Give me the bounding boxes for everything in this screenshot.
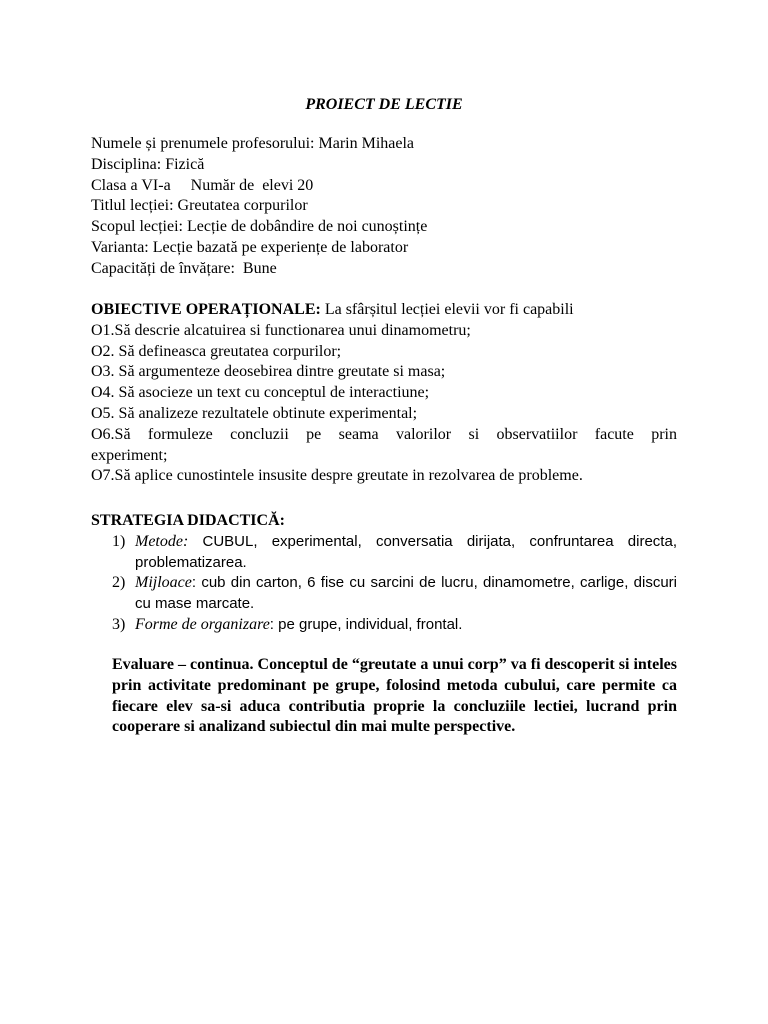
strategy-item-term: Metode: (135, 532, 189, 550)
strategy-item-text: : pe grupe, individual, frontal. (269, 615, 463, 633)
strategy-section (91, 511, 677, 636)
evaluation-paragraph: Evaluare – continua. Conceptul de “greutate a unui corp” va fi descoperit si inteles prin activitate predominant pe grupe, folosind metoda cubului, care permite ca fiecare elev sa-si aduca contributia proprie la concluziile lectiei, lucrand prin cooperare si analizand subiectul din mai multe perspective. (112, 656, 677, 736)
objective-o1: O1.Să descrie alcatuirea si functionarea unui dinamometru; (91, 321, 471, 339)
info-lesson-purpose: Scopul lecției: Lecție de dobândire de noi cunoștințe (91, 218, 428, 236)
objectives-section (91, 300, 677, 487)
strategy-item-organization (91, 615, 677, 636)
strategy-item-term: Forme de organizare (135, 615, 270, 633)
objective-o5: O5. Să analizeze rezultatele obtinute experimental; (91, 404, 418, 422)
objectives-intro: La sfârșitul lecției elevii vor fi capabili (320, 301, 574, 318)
document-title: PROIECT DE LECTIE (305, 96, 463, 113)
info-lesson-variant: Varianta: Lecție bazată pe experiențe de laborator (91, 238, 409, 256)
info-teacher: Numele și prenumele profesorului: Marin Mihaela (91, 135, 415, 152)
objectives-heading: OBIECTIVE OPERAȚIONALE: (91, 301, 321, 318)
info-learning-capacity: Capacități de învățare: Bune (91, 259, 277, 277)
strategy-list (91, 532, 677, 636)
strategy-item-number: 1) (112, 532, 126, 550)
lesson-info (91, 134, 677, 280)
strategy-item-means (91, 573, 677, 615)
strategy-item-text: : cub din carton, 6 fise cu sarcini de lucru, dinamometre, carlige, discuri cu mase marcate. (135, 574, 677, 613)
objective-o4: O4. Să asocieze un text cu conceptul de interactiune; (91, 384, 430, 402)
strategy-item-number: 2) (112, 574, 126, 592)
info-class: Clasa a VI-a Număr de elevi 20 (91, 176, 314, 194)
objective-o2: O2. Să defineasca greutatea corpurilor; (91, 342, 342, 360)
strategy-item-number: 3) (112, 615, 126, 633)
objective-o6-cont: experiment; (91, 446, 168, 464)
objective-o7: O7.Să aplice cunostintele insusite despre greutate in rezolvarea de probleme. (91, 467, 583, 485)
objectives-heading-line (91, 300, 677, 321)
info-lesson-title: Titlul lecției: Greutatea corpurilor (91, 197, 308, 215)
strategy-item-text: CUBUL, experimental, conversatia dirijata, confruntarea directa, problematizarea. (135, 532, 677, 571)
objective-o6: O6.Să formuleze concluzii pe seama valorilor si observatiilor facute prin (91, 425, 677, 443)
strategy-item-methods (91, 532, 677, 574)
strategy-heading: STRATEGIA DIDACTICĂ: (91, 512, 285, 529)
info-discipline: Disciplina: Fizică (91, 155, 205, 173)
objective-o3: O3. Să argumenteze deosebirea dintre greutate si masa; (91, 363, 446, 381)
strategy-item-term: Mijloace (135, 574, 192, 592)
